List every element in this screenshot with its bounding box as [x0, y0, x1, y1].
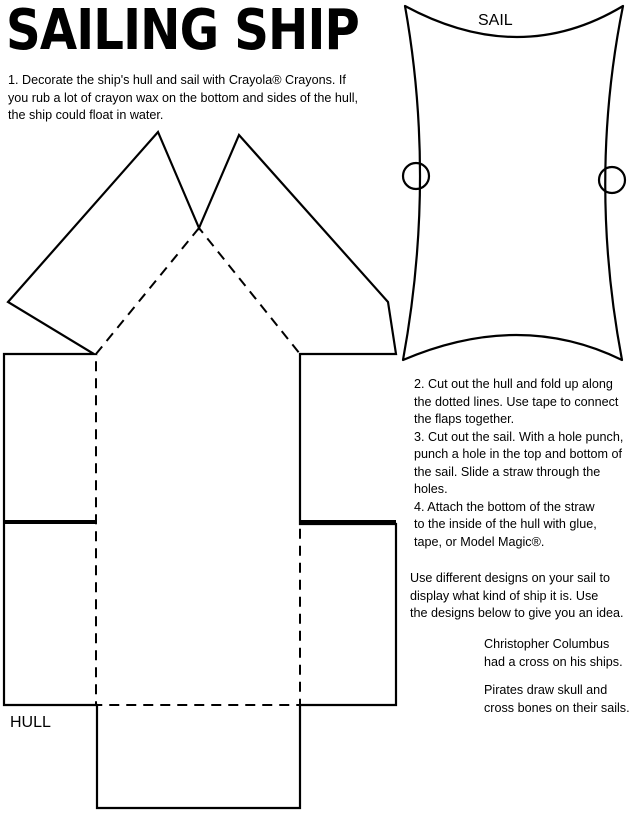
hull-cutout — [4, 132, 396, 808]
sail-outline — [403, 6, 623, 360]
page-title: SAILING SHIP — [6, 0, 359, 63]
sail-hole-right — [599, 167, 625, 193]
sail-cutout — [403, 6, 625, 360]
columbus-note: Christopher Columbus had a cross on his ships. — [484, 637, 623, 669]
hull-label: HULL — [10, 714, 51, 731]
hull-outline — [4, 132, 396, 808]
instruction-steps-2-4: 2. Cut out the hull and fold up along the dotted lines. Use tape to connect the flaps together. 3. Cut out the sail. With a hole punch, punch a hole in the top and bottom of the sail. Slide a straw through the holes. 4. Attach the bottom of the straw to the inside of the hull with glue, tape, or Model Magic®. — [414, 377, 624, 549]
sail-hole-left — [403, 163, 429, 189]
pirates-note: Pirates draw skull and cross bones on their sails. — [484, 683, 630, 715]
instruction-step-1: 1. Decorate the ship's hull and sail with Crayola® Crayons. If you rub a lot of crayon wax on the bottom and sides of the hull, the ship could float in water. — [8, 73, 359, 122]
design-tip: Use different designs on your sail to display what kind of ship it is. Use the designs below to give you an idea. — [410, 571, 624, 620]
sail-label: SAIL — [478, 12, 513, 29]
hull-fold-lines — [96, 228, 300, 705]
